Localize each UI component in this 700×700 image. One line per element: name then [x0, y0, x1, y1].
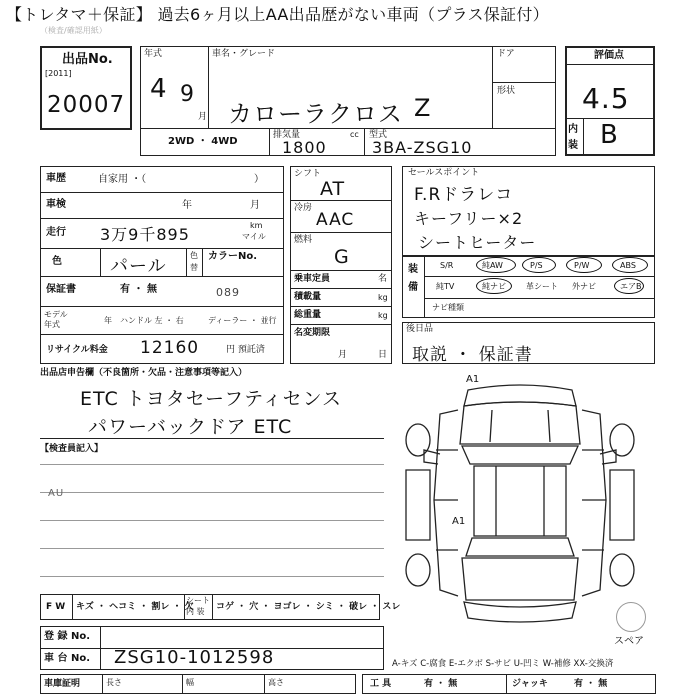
handle-option: ハンドル 左 ・ 右 — [120, 316, 184, 325]
warranty-value: 有 ・ 無 — [120, 284, 157, 295]
month-label: 月 — [198, 112, 208, 122]
faint-header: （検査/確認用紙） — [40, 26, 107, 35]
tools-value: 有 ・ 無 — [424, 679, 458, 689]
equip-ps: P/S — [530, 261, 543, 270]
inspector-notes-label: 【検査員記入】 — [40, 444, 104, 454]
after-notes-label: 後日品 — [406, 324, 434, 334]
garage-cert-label: 車庫証明 — [44, 679, 81, 689]
spare-label: スペア — [614, 636, 644, 647]
equipment-label-2: 備 — [408, 282, 418, 293]
registration-label: 登 録 No. — [44, 631, 91, 642]
jack-value: 有 ・ 無 — [574, 679, 608, 689]
chassis-value: ZSG10-1012598 — [114, 647, 275, 668]
aircon-label: 冷房 — [294, 203, 313, 213]
seller-notes-line1: ETC トヨタセーフティセンス — [80, 388, 343, 410]
inspection-year: 年 — [182, 200, 192, 211]
inspection-month: 月 — [250, 200, 260, 211]
displacement-label: 排気量 — [273, 130, 301, 140]
inspector-mark: AU — [48, 488, 65, 499]
sales-point-line1: F.Rドラレコ — [414, 185, 514, 205]
shift-value: AT — [320, 178, 346, 200]
load-label: 積載量 — [294, 292, 322, 302]
cert-width: 幅 — [186, 678, 194, 687]
seat-label-2: 内 装 — [186, 607, 205, 616]
spare-tire-icon — [616, 602, 646, 632]
equip-ext-navi: 外ナビ — [572, 282, 596, 291]
sales-point-line3: シートヒーター — [418, 233, 537, 252]
name-change-day: 日 — [378, 350, 388, 360]
history-value: 自家用 ・（ — [98, 174, 147, 185]
equip-leather: 革シート — [526, 282, 558, 291]
lot-value: 20007 — [47, 92, 126, 118]
grade-value: Z — [414, 94, 432, 122]
floor-items: キズ ・ ヘコミ ・ 割レ ・ 欠 — [76, 602, 194, 612]
warranty-label: 保証書 — [46, 284, 76, 295]
fuel-label: 燃料 — [294, 235, 313, 245]
banner-text: 【トレタマ＋保証】 過去6ヶ月以上AA出品歴がない車両（プラス保証付） — [6, 5, 549, 24]
color-change-label-1: 色 — [190, 251, 198, 260]
mileage-value: 3万9千895 — [100, 225, 190, 244]
inspection-label: 車検 — [46, 199, 66, 210]
floor-label: F W — [46, 602, 66, 612]
circle-airbag — [614, 278, 644, 294]
door-label: ドア — [497, 49, 515, 59]
cert-height: 高さ — [268, 678, 284, 687]
circle-navi — [476, 278, 512, 294]
capacity-unit: 名 — [378, 274, 388, 284]
history-label: 車歴 — [46, 173, 66, 184]
color-label: 色 — [52, 256, 62, 267]
displacement-value: 1800 — [282, 138, 327, 157]
interior-label-1: 内 — [568, 124, 578, 135]
damage-legend: A-キズ C-腐食 E-エクボ S-サビ U-凹ミ W-補修 XX-交換済 — [392, 659, 614, 669]
month-value: 9 — [180, 82, 195, 107]
score-value: 4.5 — [582, 82, 630, 115]
equip-tv: 純TV — [436, 282, 455, 291]
tools-label: 工 具 — [370, 679, 392, 689]
model-value: カローラクロス — [228, 100, 403, 128]
chassis-label: 車 台 No. — [44, 653, 91, 664]
drive-label: 2WD ・ 4WD — [168, 136, 238, 147]
body-shape-label: 形状 — [497, 86, 516, 96]
name-change-month: 月 — [338, 350, 348, 360]
garage-cert-table — [40, 674, 356, 694]
equip-aw: 純AW — [482, 261, 503, 270]
sales-point-line2: キーフリー×2 — [414, 209, 524, 228]
lot-year-tag: [2011] — [45, 69, 72, 78]
color-value: パール — [110, 256, 167, 277]
after-notes-value: 取説 ・ 保証書 — [412, 345, 533, 365]
model-label: 車名・グレード — [212, 49, 276, 59]
mileage-unit-km: km — [250, 221, 263, 230]
interior-value: B — [600, 120, 619, 150]
color-code-label: カラーNo. — [208, 251, 258, 262]
name-change-label: 名変期限 — [294, 328, 331, 338]
cert-length: 長さ — [106, 678, 122, 687]
recycle-label: リサイクル料金 — [46, 345, 108, 355]
jack-label: ジャッキ — [512, 679, 548, 689]
seller-notes-label: 出品店申告欄（不良箇所・欠品・注意事項等記入） — [40, 368, 248, 378]
color-code-value: 089 — [216, 286, 240, 299]
diagram-mark-side: A1 — [452, 516, 466, 527]
model-year-unit: 年 — [104, 316, 112, 325]
lot-label: 出品No. — [62, 52, 113, 67]
navi-type-label: ナビ種類 — [432, 303, 464, 312]
recycle-unit: 円 預託済 — [226, 345, 265, 355]
year-value: 4 — [150, 74, 168, 104]
load-unit: kg — [378, 293, 388, 302]
weight-label: 総重量 — [294, 310, 322, 320]
capacity-label: 乗車定員 — [294, 274, 331, 284]
circle-aw — [476, 257, 516, 273]
seller-notes-line2: パワーバックドア ETC — [88, 416, 293, 438]
mileage-label: 走行 — [46, 227, 66, 238]
diagram-mark-top: A1 — [466, 374, 480, 385]
tools-table — [362, 674, 656, 694]
equip-sr: S/R — [440, 261, 454, 270]
equip-navi: 純ナビ — [482, 282, 506, 291]
shift-label: シフト — [294, 169, 322, 179]
equip-pw: P/W — [574, 261, 590, 270]
car-diagram — [400, 380, 640, 630]
weight-unit: kg — [378, 311, 388, 320]
seat-label-1: シート — [186, 596, 210, 605]
interior-label-2: 装 — [568, 140, 578, 151]
seat-items: コゲ ・ 穴 ・ ヨゴレ ・ シミ ・ 破レ ・ スレ — [216, 602, 401, 612]
displacement-unit: cc — [350, 130, 359, 139]
model-year-label: モデル 年式 — [44, 310, 68, 329]
fuel-value: G — [334, 246, 350, 268]
aircon-value: AAC — [316, 210, 355, 230]
circle-abs — [612, 257, 648, 273]
sales-point-label: セールスポイント — [408, 168, 480, 178]
score-label: 評価点 — [594, 50, 624, 61]
model-code-value: 3BA-ZSG10 — [372, 138, 473, 157]
dealer-option: ディーラー ・ 並行 — [208, 316, 277, 325]
color-change-label-2: 替 — [190, 263, 198, 272]
recycle-value: 12160 — [140, 338, 200, 358]
history-close: ） — [254, 174, 264, 185]
equip-abs: ABS — [620, 261, 636, 270]
circle-ps — [522, 257, 556, 273]
circle-pw — [566, 257, 602, 273]
equipment-label-1: 装 — [408, 264, 418, 275]
model-code-label: 型式 — [369, 130, 388, 140]
equip-airbag: エアB — [620, 282, 642, 291]
mileage-unit-mile: マイル — [242, 232, 266, 241]
year-label: 年式 — [144, 49, 163, 59]
